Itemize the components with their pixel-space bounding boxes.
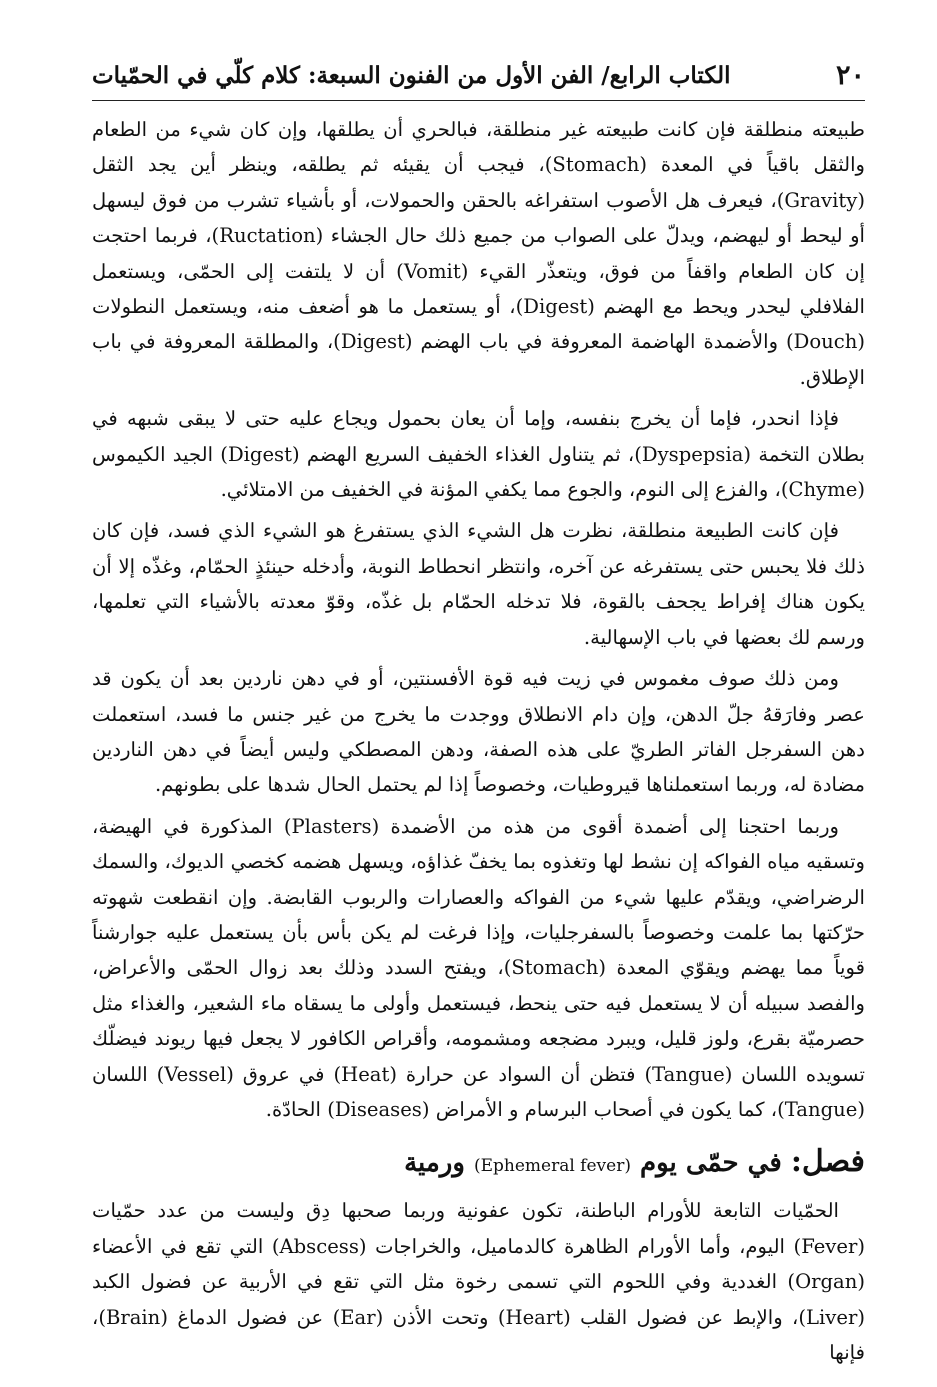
paragraph: ومن ذلك صوف مغموس في زيت فيه قوة الأفسنتين، أو في دهن ناردين بعد أن يكون قد عصر وفارَقهُ جلّ الدهن، وإن دام الانطلاق ووجدت ما يخرج من غير جنس ما فسد، استعملت دهن السفرجل الفاتر الطريّ على هذه الصفة، ودهن المصطكي وليس أيضاً في دهن الناردين مضادة له، وربما استعملناها قيروطيات، وخصوصاً إذا لم يحتمل الحال شدها على بطونهم. — [92, 667, 865, 797]
page-number: ٢٠ — [835, 60, 865, 91]
page-header — [92, 58, 865, 98]
paragraph: طبيعته منطلقة فإن كانت طبيعته غير منطلقة، فبالحري أن يطلقها، وإن كان شيء من الطعام والثقل باقياً في المعدة (Stomach)، فيجب أن يقيئه ثم يطلقه، وينظر أين يجد الثقل (Gravity)، فيعرف هل الأصوب استفراغه بالحقن والحمولات، أو بأشياء تشرب من فوق ليسهل أو ليحط أو ليهضم، ويدلّ على الصواب من جميع ذلك حال الجشاء (Ructation)، فربما احتجت إن كان الطعام واقفاً من فوق، ويتعذّر القيء (Vomit) أن لا يلتفت إلى الحمّى، ويستعمل الفلافلي ليحدر ويحط مع الهضم (Digest)، أو يستعمل ما هو أضعف منه، ويستعمل النطولات (Douch) والأضمدة الهاضمة المعروفة في باب الهضم (Digest)، والمطلقة المعروفة في باب الإطلاق. — [92, 118, 866, 389]
body-text — [92, 112, 865, 1376]
paragraph: وربما احتجنا إلى أضمدة أقوى من هذه من الأضمدة (Plasters) المذكورة في الهيضة، وتسقيه مياه الفواكه إن نشط لها وتغذوه بما يخفّ غذاؤه، ويسهل هضمه كخصي الديوك، والسمك الرضراضي، ويقدّم عليها شيء من الفواكه والعصارات والربوب القابضة. وإن انقطعت شهوته حرّكتها بما علمت وخصوصاً بالسفرجليات، وإذا فرغت لم يكن بأس بأن يستعمل عليه جوارشناً قوياً مما يهضم ويقوّي المعدة (Stomach)، ويفتح السدد وذلك بعد زوال الحمّى والأعراض، والفصد سبيله أن لا يستعمل فيه حتى ينحط، فيستعمل وأولى ما يسقاه ماء الشعير، والغذاء مثل حصرميّة بقرع، ولوز قليل، ويبرد مضجعه ومشمومه، وأقراص الكافور لا يجعل فيها ريوند فيضلّك تسويده اللسان (Tangue) فتظن أن السواد عن حرارة (Heat) في عروق (Vessel) اللسان (Tangue)، كما يكون في أصحاب البرسام و الأمراض (Diseases) الحادّة. — [92, 814, 865, 1121]
paragraph: فإذا انحدر، فإما أن يخرج بنفسه، وإما أن يعان بحمول ويجاع عليه حتى لا يبقى شبهه في بطلان التخمة (Dyspepsia)، ثم يتناول الغذاء الخفيف السريع الهضم (Digest) الجيد الكيموس (Chyme)، والفزع إلى النوم، والجوع مما يكفي المؤنة في الخفيف من الامتلائي. — [92, 407, 865, 502]
section-title-arabic: في حمّى يوم — [640, 1148, 782, 1179]
section-heading — [92, 1139, 865, 1189]
running-title: الكتاب الرابع/ الفن الأول من الفنون السبعة: كلام كلّي في الحمّيات — [92, 62, 731, 89]
section-label: فصل: — [790, 1144, 865, 1180]
section-title-suffix: ورمية — [404, 1148, 465, 1179]
header-rule — [92, 100, 865, 101]
paragraph: فإن كانت الطبيعة منطلقة، نظرت هل الشيء الذي يستفرغ هو الشيء الذي فسد، فإن كان ذلك فلا يحبس حتى يستفرغه عن آخره، وانتظر انحطاط النوبة، وأدخله حينئذٍ الحمّام، وغذّه إلا أن يكون هناك إفراط يجحف بالقوة، فلا تدخله الحمّام بل غذّه، وقوّ معدته بالأشياء التي تعلمها، ورسم لك بعضها في باب الإسهالية. — [92, 519, 865, 649]
section-title-english: (Ephemeral fever) — [473, 1156, 631, 1177]
paragraph: الحمّيات التابعة للأورام الباطنة، تكون عفونية وربما صحبها دِق وليست من عدد حمّيات (Fever) اليوم، وأما الأورام الظاهرة كالدماميل، والخراجات (Abscess) التي تقع في الأعضاء (Organ) الغددية وفي اللحوم التي تسمى رخوة مثل التي تقع في الأربية عن فضول الكبد (Liver)، والإبط عن فضول القلب (Heart) وتحت الأذن (Ear) عن فضول الدماغ (Brain)، فإنها — [92, 1199, 865, 1364]
